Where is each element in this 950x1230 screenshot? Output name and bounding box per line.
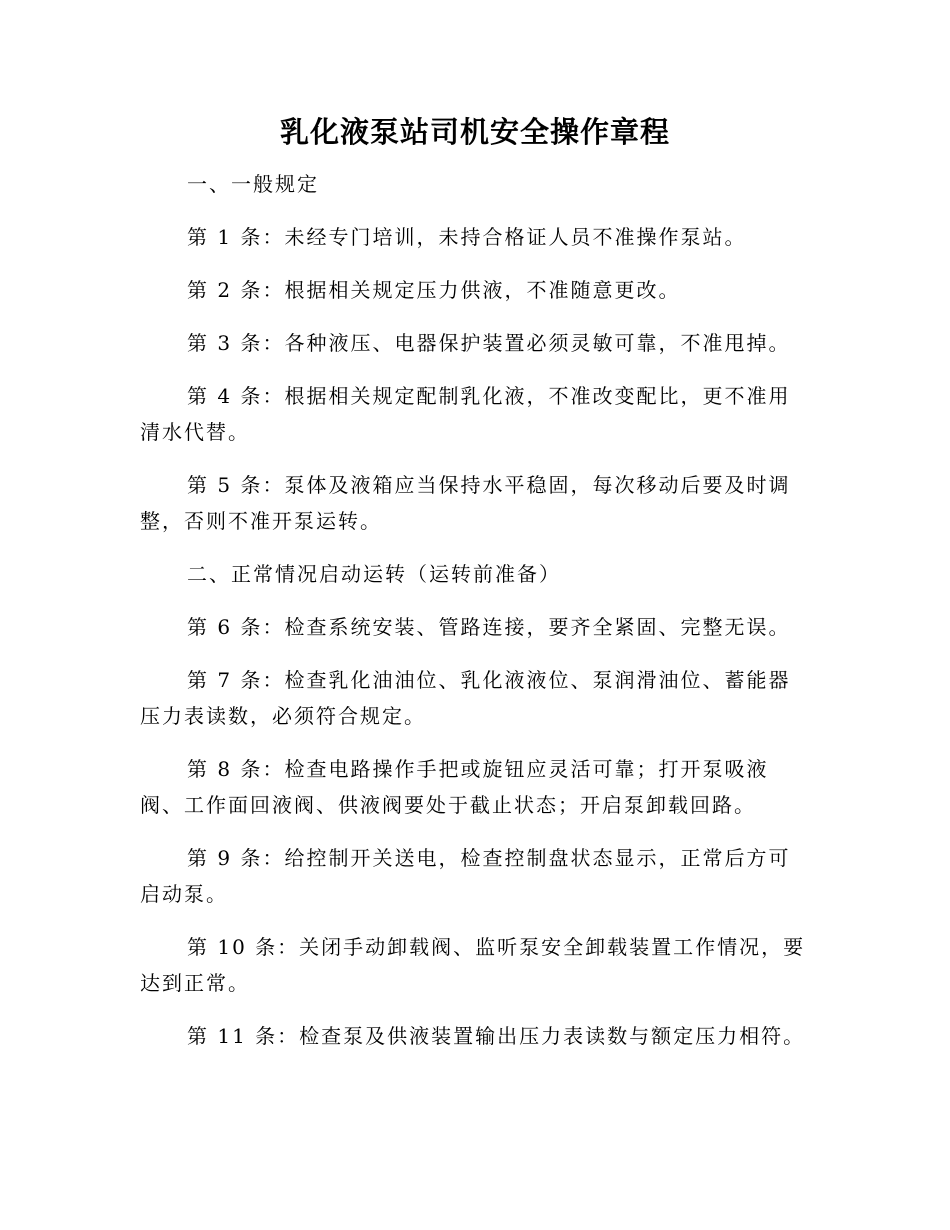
section-heading-general: 一、一般规定 <box>187 172 319 196</box>
article-paragraph: 第 1 条：未经专门培训，未持合格证人员不准操作泵站。 <box>187 225 747 249</box>
article-paragraph: 第 2 条：根据相关规定压力供液，不准随意更改。 <box>187 278 681 302</box>
article-paragraph: 第 9 条：给控制开关送电，检查控制盘状态显示，正常后方可启动泵。 <box>140 846 791 906</box>
article-paragraph: 第 10 条：关闭手动卸载阀、监听泵安全卸载装置工作情况，要达到正常。 <box>140 935 806 995</box>
document-body <box>140 166 810 1071</box>
article-paragraph: 第 4 条：根据相关规定配制乳化液，不准改变配比，更不准用清水代替。 <box>140 384 791 444</box>
article-paragraph: 第 7 条：检查乳化油油位、乳化液液位、泵润滑油位、蓄能器压力表读数，必须符合规定。 <box>140 668 791 728</box>
article-paragraph: 第 11 条：检查泵及供液装置输出压力表读数与额定压力相符。 <box>187 1024 806 1048</box>
article-paragraph: 第 5 条：泵体及液箱应当保持水平稳固，每次移动后要及时调整，否则不准开泵运转。 <box>140 473 791 533</box>
article-paragraph: 第 8 条：检查电路操作手把或旋钮应灵活可靠；打开泵吸液阀、工作面回液阀、供液阀要处于截止状态；开启泵卸载回路。 <box>140 757 769 817</box>
article-paragraph: 第 6 条：检查系统安装、管路连接，要齐全紧固、完整无误。 <box>187 615 791 639</box>
section-heading-startup: 二、正常情况启动运转（运转前准备） <box>187 562 561 586</box>
article-paragraph: 第 3 条：各种液压、电器保护装置必须灵敏可靠，不准甩掉。 <box>187 331 791 355</box>
document-title: 乳化液泵站司机安全操作章程 <box>279 115 670 149</box>
